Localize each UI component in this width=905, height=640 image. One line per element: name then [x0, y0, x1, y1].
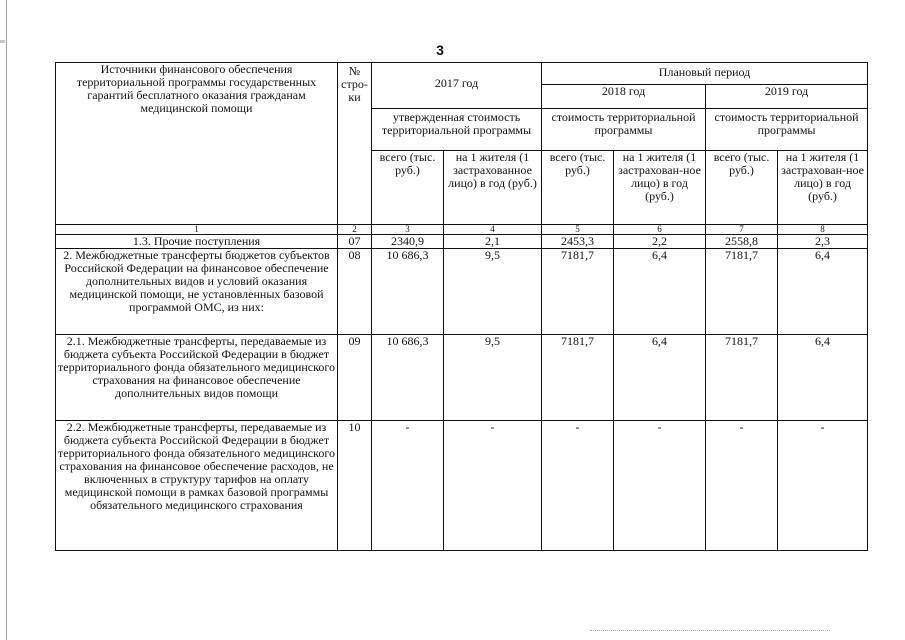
header-year-2019	[706, 85, 868, 109]
header-total-2017	[372, 151, 444, 225]
header-cost-2019	[706, 109, 868, 151]
row-code: 10	[338, 421, 372, 551]
header-approved-cost	[372, 109, 542, 151]
header-approved-cost-text: утвержденная стоимость территориальной программы	[381, 110, 532, 137]
column-number: 6	[614, 225, 706, 235]
header-total-2018-text: всего (тыс. руб.)	[549, 150, 606, 177]
cell-total-2019: 7181,7	[706, 335, 778, 421]
table-row	[56, 335, 868, 421]
cell-per-resident-2019: 2,3	[778, 235, 868, 249]
cell-per-resident-2017: 9,5	[444, 249, 542, 335]
header-per-resident-2017	[444, 151, 542, 225]
header-year-2018	[542, 85, 706, 109]
cell-total-2017: 2340,9	[372, 235, 444, 249]
cell-per-resident-2019: 6,4	[778, 335, 868, 421]
header-year-2018-text: 2018 год	[601, 84, 646, 98]
column-numbers-row	[56, 225, 868, 235]
cell-per-resident-2018: 6,4	[614, 335, 706, 421]
column-number: 1	[56, 225, 338, 235]
header-source-title-text: Источники финансового обеспечения территориальной программы государственных гарантий бесплатного оказания гражданам медицинской помощи	[76, 62, 317, 115]
scan-noise	[590, 630, 830, 632]
header-row-no	[338, 63, 372, 225]
row-code: 07	[338, 235, 372, 249]
cell-total-2019: 2558,8	[706, 235, 778, 249]
header-planning-period-text: Плановый период	[658, 65, 751, 79]
column-number: 4	[444, 225, 542, 235]
header-total-2018	[542, 151, 614, 225]
table-row	[56, 421, 868, 551]
cell-per-resident-2019: -	[778, 421, 868, 551]
row-code: 08	[338, 249, 372, 335]
header-per-resident-2019-text: на 1 жителя (1 застрахован-ное лицо) в год (руб.)	[781, 150, 864, 203]
cell-per-resident-2018: 6,4	[614, 249, 706, 335]
cell-per-resident-2017: -	[444, 421, 542, 551]
row-code: 09	[338, 335, 372, 421]
row-label: 2.1. Межбюджетные трансферты, передаваемые из бюджета субъекта Российской Федерации в бюджет территориального фонда обязательного медицинского страхования на финансовое обеспечение дополнительных видов помощи	[56, 335, 338, 421]
header-per-resident-2018	[614, 151, 706, 225]
header-cost-2019-text: стоимость территориальной программы	[714, 110, 859, 137]
cell-per-resident-2019: 6,4	[778, 249, 868, 335]
row-label: 1.3. Прочие поступления	[56, 235, 338, 249]
header-per-resident-2019	[778, 151, 868, 225]
page-number: 3	[436, 42, 444, 58]
cell-total-2017: 10 686,3	[372, 249, 444, 335]
header-total-2017-text: всего (тыс. руб.)	[379, 150, 436, 177]
table-row	[56, 235, 868, 249]
header-row-no-text: № стро-ки	[341, 64, 368, 104]
header-planning-period	[542, 63, 868, 85]
header-cost-2018	[542, 109, 706, 151]
header-source-title	[56, 63, 338, 225]
column-number: 8	[778, 225, 868, 235]
header-cost-2018-text: стоимость территориальной программы	[551, 110, 696, 137]
scan-edge-mark	[0, 40, 5, 43]
header-year-2017-text: 2017 год	[434, 76, 479, 90]
header-year-2017	[372, 63, 542, 109]
column-number: 2	[338, 225, 372, 235]
scan-edge-line	[6, 0, 7, 640]
header-per-resident-2018-text: на 1 жителя (1 застрахован-ное лицо) в год (руб.)	[618, 150, 701, 203]
cell-total-2019: -	[706, 421, 778, 551]
row-label: 2.2. Межбюджетные трансферты, передаваемые из бюджета субъекта Российской Федерации в бюджет территориального фонда обязательного медицинского страхования на финансовое обеспечение расходов, не включенных в структуру тарифов на оплату медицинской помощи в рамках базовой программы обязательного медицинского страхования	[56, 421, 338, 551]
header-per-resident-2017-text: на 1 жителя (1 застрахованное лицо) в год (руб.)	[448, 150, 537, 190]
header-year-2019-text: 2019 год	[764, 84, 809, 98]
cell-total-2018: 7181,7	[542, 335, 614, 421]
header-total-2019-text: всего (тыс. руб.)	[713, 150, 770, 177]
column-number: 7	[706, 225, 778, 235]
financing-sources-table	[55, 62, 868, 551]
cell-per-resident-2017: 2,1	[444, 235, 542, 249]
header-total-2019	[706, 151, 778, 225]
cell-total-2017: 10 686,3	[372, 335, 444, 421]
cell-total-2018: 7181,7	[542, 249, 614, 335]
cell-per-resident-2017: 9,5	[444, 335, 542, 421]
row-label: 2. Межбюджетные трансферты бюджетов субъектов Российской Федерации на финансовое обеспечение дополнительных видов и условий оказания медицинской помощи, не установленных базовой программой ОМС, из них:	[56, 249, 338, 335]
column-number: 3	[372, 225, 444, 235]
cell-total-2017: -	[372, 421, 444, 551]
cell-per-resident-2018: -	[614, 421, 706, 551]
cell-total-2018: 2453,3	[542, 235, 614, 249]
cell-total-2018: -	[542, 421, 614, 551]
cell-per-resident-2018: 2,2	[614, 235, 706, 249]
cell-total-2019: 7181,7	[706, 249, 778, 335]
column-number: 5	[542, 225, 614, 235]
table-row	[56, 249, 868, 335]
